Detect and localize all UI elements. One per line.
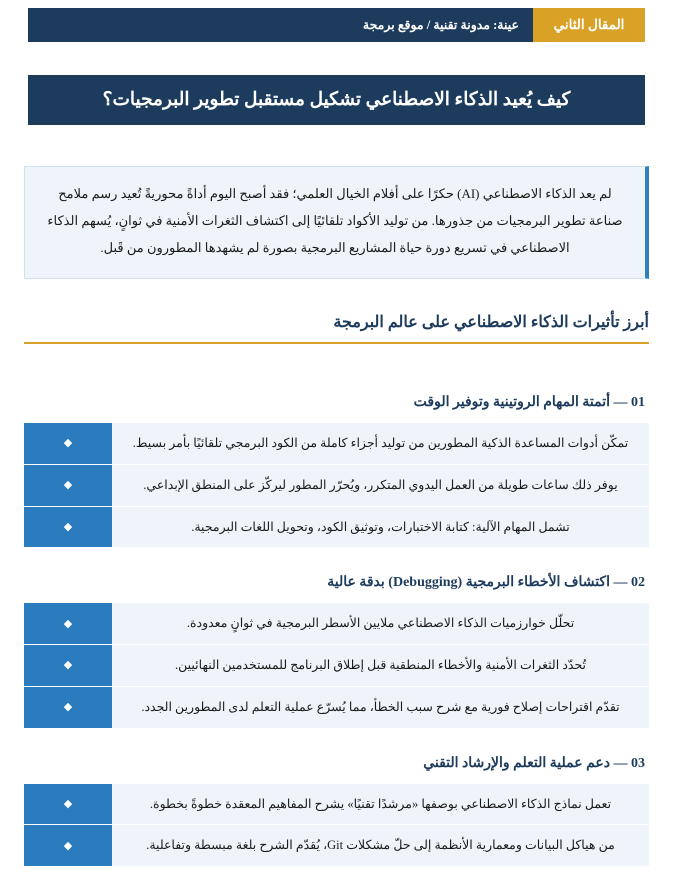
diamond-icon: ◆ [63, 659, 73, 672]
section-heading-text: أبرز تأثيرات الذكاء الاصطناعي على عالم البرمجة [333, 314, 649, 331]
diamond-icon: ◆ [63, 520, 73, 533]
point-text: من هياكل البيانات ومعمارية الأنظمة إلى حلّ مشكلات Git، يُقدّم الشرح بلغة مبسطة وتفاعلية. [112, 825, 649, 867]
table-row [24, 783, 649, 825]
point-text: تشمل المهام الآلية: كتابة الاختبارات، وتوثيق الكود، وتحويل اللغات البرمجية. [112, 506, 649, 548]
source-label: عينة: مدونة تقنية / موقع برمجة [362, 18, 519, 32]
subsection-title: 01 — أتمتة المهام الروتينية وتوفير الوقت [413, 395, 645, 410]
table-row [24, 464, 649, 506]
diamond-bullet-cell [24, 825, 112, 867]
diamond-bullet-cell [24, 603, 112, 645]
points-table [24, 422, 649, 548]
point-text: يوفر ذلك ساعات طويلة من العمل اليدوي المتكرر، ويُحرّر المطور ليركّز على المنطق الإبداعي. [112, 464, 649, 506]
diamond-icon: ◆ [63, 617, 73, 630]
subsection [24, 747, 649, 868]
table-row [24, 825, 649, 867]
intro-callout [24, 166, 649, 279]
diamond-icon: ◆ [63, 437, 73, 450]
table-row [24, 603, 649, 645]
article-badge: المقال الثاني [533, 8, 645, 42]
page-title: كيف يُعيد الذكاء الاصطناعي تشكيل مستقبل تطوير البرمجيات؟ [102, 89, 571, 110]
diamond-icon: ◆ [63, 839, 73, 852]
intro-paragraph: لم يعد الذكاء الاصطناعي (AI) حكرًا على أفلام الخيال العلمي؛ فقد أصبح اليوم أداةً محوريةً تُعيد رسم ملامح صناعة تطوير البرمجيات من جذورها. من توليد الأكواد تلقائيًا إلى اكتشاف الثغرات الأمنية في ثوانٍ، يُسهم الذكاء الاصطناعي في تسريع دورة حياة المشاريع البرمجية بصورة لم يشهدها المطورون من قَبل. [47, 186, 623, 255]
point-text: تُحدّد الثغرات الأمنية والأخطاء المنطقية قبل إطلاق البرنامج للمستخدمين النهائيين. [112, 645, 649, 687]
section-heading-rule [24, 342, 649, 344]
table-row [24, 506, 649, 548]
subsection-title: 03 — دعم عملية التعلم والإرشاد التقني [423, 755, 645, 771]
diamond-bullet-cell [24, 464, 112, 506]
subsection-list [24, 386, 649, 885]
diamond-bullet-cell [24, 423, 112, 465]
diamond-bullet-cell [24, 506, 112, 548]
point-text: تحلّل خوارزميات الذكاء الاصطناعي ملايين الأسطر البرمجية في ثوانٍ معدودة. [112, 603, 649, 645]
table-row [24, 423, 649, 465]
point-text: تمكّن أدوات المساعدة الذكية المطورين من توليد أجزاء كاملة من الكود البرمجي تلقائيًا بأمر بسيط. [112, 423, 649, 465]
point-text: تقدّم اقتراحات إصلاح فورية مع شرح سبب الخطأ، مما يُسرّع عملية التعلم لدى المطورين الجدد. [112, 686, 649, 728]
diamond-icon: ◆ [63, 701, 73, 714]
points-table [24, 602, 649, 728]
subsection [24, 386, 649, 548]
point-text: تعمل نماذج الذكاء الاصطناعي بوصفها «مرشدًا تقنيًا» يشرح المفاهيم المعقدة خطوةً بخطوة. [112, 783, 649, 825]
section-heading [24, 312, 649, 344]
subsection [24, 566, 649, 728]
points-table [24, 783, 649, 868]
table-row [24, 645, 649, 687]
diamond-icon: ◆ [63, 479, 73, 492]
diamond-bullet-cell [24, 686, 112, 728]
subsection-title: 02 — اكتشاف الأخطاء البرمجية (Debugging) بدقة عالية [327, 575, 645, 591]
diamond-icon: ◆ [63, 797, 73, 810]
diamond-bullet-cell [24, 783, 112, 825]
page-title-banner [28, 75, 645, 125]
diamond-bullet-cell [24, 645, 112, 687]
document-meta-bar [28, 8, 645, 42]
table-row [24, 686, 649, 728]
